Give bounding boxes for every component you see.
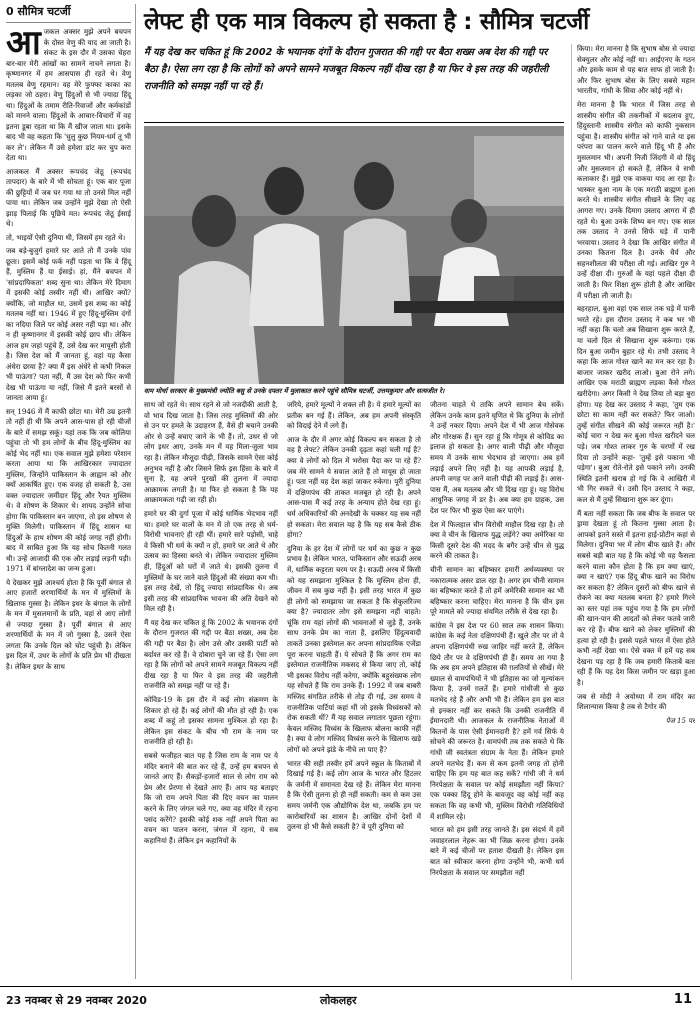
paragraph: चीनी सामान का बहिष्कार हमारी अर्थव्यवस्था पर नकारात्मक असर डाल रहा है। अगर हम चीनी सामान का बहिष्कार करते हैं तो हमें अमेरिकी सामान का भी बहिष्कार करना चाहिए। मेरा मानना है कि चीन इस पूरे मामले को ज्यादा संयमित तरीके से देख रहा है। [430, 564, 564, 617]
paragraph: कांग्रेस ने इस देश पर 60 साल तक शासन किया। कांग्रेस के कई नेता दक्षिणपंथी हैं। खुले तौर पर तो वे अपना दक्षिणपंथी रुख जाहिर नहीं करते हैं, लेकिन छिपे तौर पर वे दक्षिणपंथी ही हैं। समय आ गया है कि अब हम अपने इतिहास की ग़लतियों से सीखें। मेरे ख्याल से वामपंथियों ने भी इतिहास का जो मूल्यांकन किया है, उनमें ग़लतें हैं। हमारे गांधीजी से कुछ मतभेद रहे हैं और अभी भी हैं। लेकिन हम इस बात से इनकार नहीं कर सकते कि उनकी राजनीति में ईमानदारी थी। आजकल के राजनीतिक नेताओं में कितनों के पास ऐसी ईमानदारी है? हमें गर्व सिर्फ ये सोचने की जरूरत है। वामपंथी तब तक सकते थे कि गांधी जी स्वतंत्रता संग्राम के नेता हैं। लेकिन हमारे अपने मतभेद हैं। कम से कम इतनी जगह तो होनी चाहिए कि हम यह बात कह सकें? गांधी जी ने धर्म निरपेक्षता के सवाल पर कोई समझौता नहीं किया? एक पक्का हिंदू होने के बावजूद वह कोई नहीं कह सकता कि वह कभी भी, मुस्लिम विरोधी गतिविधियों में शामिल रहे। [430, 620, 564, 821]
photo-caption: वाम मोर्चा सरकार के मुख्यमंत्री ज्योति बसु से उनके दफ्तर में मुलाकात करने पहुंचे सौमित्र चटर्जी, उत्तमकुमार और सत्यजीत रे। [144, 387, 445, 395]
paragraph: साथ जो रहते थे। साथ रहने से जो नजदीकी आती है, वो भाव दिख जाता है। जिस तरह मुस्लिमों की ओर से उन पर हमले के उदाहरण हैं, वैसे ही बचाने उनकी ओर से उन्हें बचाए जाने के भी हैं। तो, उधर से जो लोग इधर आए, उनके मन में यह मिला-जुला भाव रहा है। लेकिन मौजूदा पीढ़ी, जिसके सामने ऐसा कोई अनुभव नहीं है और जिसने सिर्फ इस हिंसा के बारे में सुना है, वह अपने पुरखों की तुलना में ज्यादा आक्रामक लगती है। या फिर हो सकता है कि यह आक्रामकता गढ़ी जा रही हो। [144, 400, 278, 505]
continued-note: पेज 15 पर [665, 716, 695, 725]
photo-illustration [144, 126, 564, 384]
page-footer [0, 986, 700, 1011]
body-column-1 [144, 400, 278, 980]
body-column-2 [287, 400, 421, 980]
right-column [571, 44, 695, 980]
publication-name: लोकलहर [320, 994, 357, 1007]
paragraph: कोविड-19 के इस दौर में कई लोग संक्रमण के शिकार हो रहे हैं। कई लोगों की मौत हो रही है। एक शब्द में कहूं तो इसका सामना मुश्किल हो रहा है। लेकिन इस संकट के बीच भी राम के नाम पर राजनीति हो रही है। [144, 695, 278, 747]
column-label: 0 सौमित्र चटर्जी [6, 4, 131, 23]
paragraph: मैं बता नहीं सकता कि जब बीफ के सवाल पर ड्रामा देखता हूं तो कितना गुस्सा आता है। आपको इतने सस्ते में इतना हाई-प्रोटीन कहां से मिलेगा। दुनिया भर में लोग बीफ खाते हैं। और सबसे बड़ी बात यह है कि कोई भी यह फैसला करने वाला कौन होता है कि हम क्या खाएं, क्या न खाएं? एक हिंदू बीफ खाने का विरोध कर सकता है? लेकिन दूसरों को बीफ खाने से रोकने का क्या मतलब बनता है? हमारे गिरने का स्तर यहां तक पहुंच गया है कि हम लोगों की खान-पान की आदतों को लेकर फतवे जारी कर रहे हैं। बीफ खाने को लेकर मुस्लिमों की हत्या हो रही है। इससे पहले भारत में ऐसा होते कभी नहीं देखा था। ऐसे वक्त में हमें यह सब देखना पड़ रहा है कि जब हमारी किताबें बता रही हैं कि यह देश किस जमीन पर खड़ा हुआ है। [577, 508, 695, 688]
page-number: 11 [673, 992, 692, 1007]
paragraph: आजकल मैं अक्सर रूपचंद जेठू (रूपचंद तापदार) के बारे में भी सोचता हूं। एक बार पूजा की छुट्टियों में जब घर गया था तो उनसे मिल नहीं पाया था। लेकिन जब उन्होंने मुझे देखा तो ऐसी झाड़ पिलाई कि पूछिये मत। रूपचंद जेठू ईसाई थे। [6, 166, 131, 228]
paragraph: तो, भाइयों ऐसी दुनिया थी, जिसमें हम रहते थे। [6, 232, 126, 242]
paragraph: सबसे फजीहत बात यह है जिस राम के नाम पर ये मंदिर बनाने की बात कर रहे हैं, उन्हें हम बचपन से जानते आए हैं। सैकड़ों-हजारों साल से लोग राम को प्रेम और प्रेरणा से देखते आए हैं। आप यह बताइए कि जो राम अपने पिता की दिए वचन का पालन करने के लिए जंगल चले गए, क्या वह मंदिर में रहना पसंद करेंगे? इसकी कोई शक नहीं अपने पिता का वचन का पालन करना, जंगल में रहना, ये सब कहानियां हैं। लेकिन इन कहानियों के [144, 751, 278, 845]
paragraph: जब से मोदी ने अयोध्या में राम मंदिर का शिलान्यास किया है तब से टैगोर की [577, 691, 695, 712]
paragraph: जीतना चाहते थे ताकि अपने सामान बेच सकें। लेकिन उनके काम इतने घृणित थे कि दुनिया के लोगों ने उन्हें नकार दिया। अपने देश में भी आज गोसेवक और गोरक्षक हैं। सुन रहा हूं कि गोमूत्र से कोविड का इलाज हो सकता है। अगर वाली पीढ़ी और मौजूदा समय में उनके साथ भेदभाव हो जाएगा। अब हमें लड़ाई अपने लिए नहीं है। यह आपकी लड़ाई है, अपनी जगह पर आने वाली पीढ़ी की लड़ाई है। आस-पास मैं, अब मतलब और भी दिख रहा हूं। यह विरोध आधुनिक जगह में डर है। अब क्या हम ग्राहक, उस देश पर फिर भी कुछ ऐसा कर पाएंगे। [430, 400, 564, 515]
paragraph: ये देखकर मुझे आश्चर्य होता है कि पूर्वी बंगाल से आए हजारों शरणार्थियों के मन में मुस्लिमों के खिलाफ गुस्सा है। लेकिन इधर के बंगाल के लोगों के मन में मुसलमानों के प्रति, वहां से आए लोगों से ज्यादा गुस्सा है। पूर्वी बंगाल से आए शरणार्थियों के मन में जो गुस्सा है, उसने ऐसा लगता कि उनके दिल को चोट पहुंची है। लेकिन इस दिल में, उधर के लोगों के प्रति प्रेम भी दीखता है। लेकिन इधर के साथ [6, 577, 131, 671]
paragraph: हमारे घर की दुर्गा पूजा में कोई धार्मिक भेदभाव नहीं था। हमारे घर वालों के मन में तो एक तरह से धर्म-विरोधी भावनाएं ही रही थीं। हमारे सारे पड़ोसी, चाहे वे किसी भी धर्म के क्यों न हों, हमारे घर आते थे और उत्सव का हिस्सा बनते थे। लेकिन ज्यादातर मुस्लिम ही, हिंदुओं को घरों में जाते थे। इसकी तुलना में मुस्लिमों के घर जाने वाले हिंदुओं की संख्या कम थी। इस तरह देखें, तो हिंदू ज्यादा सांप्रदायिक थे। अब इसी तरह की सांप्रदायिक भावना की अति देखने को मिल रही है। [144, 508, 278, 614]
paragraph: भारत की सही तस्वीर हमें अपने स्कूल के किताबों में दिखाई गई है। कई लोग आज के भारत और हिटलर के जर्मनी में समानता देख रहे हैं। लेकिन मेरा मानना है कि ऐसी तुलना हो ही नहीं सकती। कम से कम उस समय जर्मनी एक औद्योगिक देश था, जबकि हम पर कारोबारियों का शासन है। आखिर दोनों देशों में तुलना हो भी कैसे सकती है? वे पूरी दुनिया को [287, 758, 421, 832]
paragraph: बहरहाल, बुआ वहां एक साल तक घड़े में पानी भरते रहे। इस दौरान उस्ताद ने कब भर भी नहीं कहा कि चलो अब सिखाना शुरू करते हैं, या चलो दिल से सिखाना शुरू करूंगा। एक दिन बुआ जमीन बुहार रहे थे। तभी उस्ताद ने कहा कि आज गोश्त खाने का मन कर रहा है। बाजार जाकर खरीद लाओ। बुआ रोने लगे। आखिर एक मराठी ब्राह्मण लड़का कैसे गोश्त खरीदेगा। अगर किसी ने देख लिया तो बड़ा बुरा होगा। यह देख कर उस्ताद ने कहा, 'तुम एक छोटा सा काम नहीं कर सकते? फिर जाओ। तुम्हें संगीत सीखने की कोई जरूरत नहीं है।' कोई चारा न देख कर बुआ गोश्त खरीदने चल पड़े। जब गोश्त लाकर गुरु के चरणों में रख दिया तो उन्होंने कहा- 'तुम्हें इसे पकाना भी पड़ेगा'। बुआ रोते-रोते इसे पकाने लगे। उनकी स्थिति इतनी खराब हो गई कि वे आखिरी में भी गिर सकते थे। उसी दिन उस्ताद ने कहा, कल से मैं तुम्हें सिखाना शुरू कर दूंगा। [577, 304, 695, 504]
dropcap: आ [6, 23, 41, 63]
paragraph: दुनिया के हर देश में लोगों पर धर्म का कुछ न कुछ प्रभाव है। लेकिन भारत, पाकिस्तान और सऊदी अरब में, धार्मिक कट्टरता चरम पर है। सऊदी अरब में किसी को यह समझाना मुश्किल है कि मुस्लिम होना ही, जीवन में सब कुछ नहीं है। इसी तरह भारत में कुछ ही लोगों को समझाया जा सकता है कि सेकुलरिज्म क्या है? ज्यादातर लोग इसे समझना नहीं चाहते। चूंकि राम यहां लोगों की भावनाओं से जुड़े हैं, उनके साथ उनके प्रेम का नाता है, इसलिए हिंदुत्ववादी ताकतें उनका इस्तेमाल कर अपना सांप्रदायिक एजेंडा पूरा करना चाहती हैं। ये सोचते हैं कि अगर राम का इस्तेमाल राजनीतिक मकसद से किया जाए तो, कोई भी इसका विरोध नहीं करेगा, क्योंकि बहुसंख्यक लोग यह सोचते हैं कि राम उनके हैं। 1992 में जब बाबरी मस्जिद संगठित तरीके से तोड़ दी गई, उस समय वे राजनीतिक पार्टियां कहां थीं जो इसके विध्वंसकों को रोक सकती थीं? मैं यह सवाल लगातार पूछता रहूंगा। केवल मस्जिद विध्वंस के खिलाफ बोलना काफी नहीं है। क्या वे लोग मस्जिद विध्वंस करने के खिलाफ खड़े लोगों को अपने झंडे के नीचे ला पाए हैं? [287, 543, 421, 754]
paragraph: मैं यह देख कर चकित हूं कि 2002 के भयानक दंगों के दौरान गुजरात की गद्दी पर बैठा शख्स, अब देश की गद्दी पर बैठा है। लोग उसे और उसकी पार्टी को बर्दाश्त कर रहे हैं। वे दोबारा चुने जा रहे हैं। ऐसा लग रहा है कि लोगों को अपने सामने मजबूत विकल्प नहीं दीख रहा है या फिर वे इस तरह की जहरीली राजनीति को समझ नहीं पा रहे हैं। [144, 617, 278, 691]
divider [144, 122, 564, 123]
paragraph: मेरा मानना है कि भारत में जिस तरह से शास्त्रीय संगीत की तकनीकों में बदलाव हुए, हिंदुस्तानी शास्त्रीय संगीत को काफी नुकसान पहुंचा है। शास्त्रीय संगीत को गाने वाले या इस परंपरा का पालन करने वाले हिंदू भी हैं और मुसलमान भी। अपनी निजी जिंदगी में वो हिंदू और मुसलमान हो सकते हैं, लेकिन वे सभी कलाकार हैं। मुझे एक वाकया याद आ रहा है। भास्कर बुआ नाम के एक मराठी ब्राह्मण हुआ करते थे। शास्त्रीय संगीत सीखने के लिए वह आगरा गए। उनके दिमाग उस्ताद आगरा में ही रहते थे। बुआ उनके शिष्य बन गए। एक साल तक उस्ताद ने उनसे सिर्फ घड़े में पानी भरवाया। उस्ताद ने देखा कि आखिर संगीत में उनका कितना दिल है। उनके धैर्य और सहनशीलता की परीक्षा ली गई। आखिर गुरु ने उन्हें दीक्षा दी। गुरुओं के यहां पहले दीक्षा दी जाती है। फिर शिक्षा शुरू होती है और आखिर में परीक्षा ली जाती है। [577, 99, 695, 300]
deck-quote: मैं यह देख कर चकित हूं कि 2002 के भयानक दंगों के दौरान गुजरात की गद्दी पर बैठा शख्स अब देश की गद्दी पर बैठा है। ऐसा लग रहा है कि लोगों को अपने सामने मजबूत विकल्प नहीं दीख रहा है या फिर वे इस तरह की जहरीली राजनीति को समझ नहीं पा रहे हैं। [144, 47, 549, 92]
paragraph: किया। मेरा मानना है कि सुभाष बोस से ज्यादा सेक्युलर और कोई नहीं था। आईएनए के गठन और इसके काम से यह बात साफ हो जाती है। और फिर सुभाष बोस के लिए सबसे महान भारतीय, गांधी के सिवा और कोई नहीं थे। [577, 44, 695, 96]
body-column-3 [430, 400, 564, 980]
paragraph: जरिये, हमारे मूल्यों ने शक्ल ली है। ये हमारे मूल्यों का प्रतीक बन गई हैं। लेकिन, अब हम अपनी संस्कृति को विदाई देने में लगे हैं। [287, 400, 421, 431]
paragraph: आज के दौर में अगर कोई विकल्प बन सकता है तो वह है लेफ्ट? लेकिन उनकी दृढ़ता कहां चली गई है? क्या वे लोगों को दिल में भरोसा पैदा कर पा रहे हैं? जब मेरे सामने ये सवाल आते हैं तो मायूस हो जाता हूं। पता नहीं यह देश कहां जाकर रुकेगा। पूरी दुनिया में दक्षिणपंथ की ताकत मजबूत हो रही है। अपने आस-पास मैं कई तरह के अन्याय होते देख रहा हूं। धर्म अधिकारियों की अनदेखी के चक्कर यह सब नहीं हो सकता। मेरा सवाल यह है कि यह सब कैसे ठीक होगा? [287, 434, 421, 540]
paragraph: भारत को हम इसी तरह जानते हैं। इस संदर्भ में हमें जवाहरलाल नेहरू का भी जिक्र करना होगा। उनके बारे में कई चीजों पर हताश दीखती है। लेकिन इस बात को स्वीकार करना होगा उन्होंने भी, कभी धर्म निरपेक्षता के सवाल पर समझौता नहीं [430, 825, 564, 877]
paragraph: देश में फिलहाल चीन विरोधी माहौल दिख रहा है। तो क्या वे चीन के खिलाफ युद्ध लड़ेंगे? क्या अमेरिका या किसी दूसरे देश की मदद के बगैर उन्हें चीन से युद्ध करने की ताकत है। [430, 519, 564, 561]
paragraph: जकल अक्सर मुझे अपने बचपन के दोस्त वेणु की याद आ जाती है। संकट के इस दौर में उसका चेहरा बार-बार मेरी आंखों का सामने नाचने लगता है। कृष्णानगर में हम आसपास ही रहते थे। वेणु मतलब वेणु रहमान। वह मेरे फुफ्फा काका का लड़का जो ठहरा। वेणु हिंदुओं से भी ज्यादा हिंदू था। हिंदुओं के तमाम रीति-रिवाजों और कर्मकांडों को मानने वाला। हिंदुओं के आचार-विचारों में वह इतना डूबा रहता था कि मैं खीज जाता था। इसके बाद भी वह कहता कि 'धुलु कुछ नियम-धर्म तू भी कर ले'। लेकिन मैं उसे हमेशा डांट कर चुप करा देता था। [6, 27, 131, 162]
paragraph: जब बड़े-बुजुर्ग हमारे घर आते तो मैं उनके पांव छूता। इसमें कोई फर्क नहीं पड़ता था कि वे हिंदू हैं, मुस्लिम हैं या ईसाई। हां, मैंने बचपन में 'सांप्रदायिकता' शब्द सुना था। लेकिन मेरे दिमाग में इसकी कोई तस्वीर नहीं थी। आखिर क्यों? क्योंकि, जो माहौल था, उसमें इस शब्द का कोई मतलब नहीं था। 1946 में हुए हिंदू-मुस्लिम दंगों का नदिया जिले पर कोई असर नहीं पड़ा था। और न ही कृष्णानगर में इसकी कोई छाप थी। लेकिन आज हम जहां पहुंचे हैं, उसे देख कर मायूसी होती है। जिस देश को मैं जानता हूं, वहां यह कैसा अंधेरा छाया है? क्या मैं इस अंधेरे से कभी निकल भी पाऊंगा? पता नहीं, मैं उस देश को फिर कभी देख भी पाऊंगा या नहीं, जिसे मैं इतने बरसों से जानता आया हूं। [6, 246, 131, 402]
left-column [6, 4, 136, 979]
left-column-text [6, 23, 131, 672]
issue-dates: 23 नवम्बर से 29 नवम्बर 2020 [6, 994, 147, 1007]
archive-photo [144, 126, 564, 384]
headline: लेफ्ट ही एक मात्र विकल्प हो सकता है : सौमित्र चटर्जी [144, 9, 589, 35]
paragraph: सन् 1946 में मैं काफी छोटा था। मेरी उम्र इतनी तो नहीं ही थी कि अपने आस-पास हो रही चीजों के बारे में समझ सकूं। यहां तक कि जब कोलिया पहुंचा तो भी हम लोगों के बीच हिंदू-मुस्लिम का कोई भेद नहीं था। एक सवाल मुझे हमेशा परेशान करता आया था कि आखिरकार ज्यादातर मुस्लिम, जिन्होंने पाकिस्तान के आह्वान को और क्यों आकर्षित हुए। एक वजह हो सकती है, उस वक्त ज्यादातर जमींदार हिंदू और रैयत मुस्लिम थे। वे शोषण के शिकार थे। शायद उन्होंने सोचा होगा कि पाकिस्तान बन जाएगा, तो इस शोषण से मुक्ति मिलेगी। पाकिस्तान में हिंदू शासन था हिंदुओं के हाथ शोषण की कोई जगह नहीं होगी। बाद में साबित हुआ कि यह सोच कितनी गलत थी। उन्हें आजादी की एक और लड़ाई लड़नी पड़ी। 1971 में बांग्लादेश का जन्म हुआ। [6, 406, 131, 573]
